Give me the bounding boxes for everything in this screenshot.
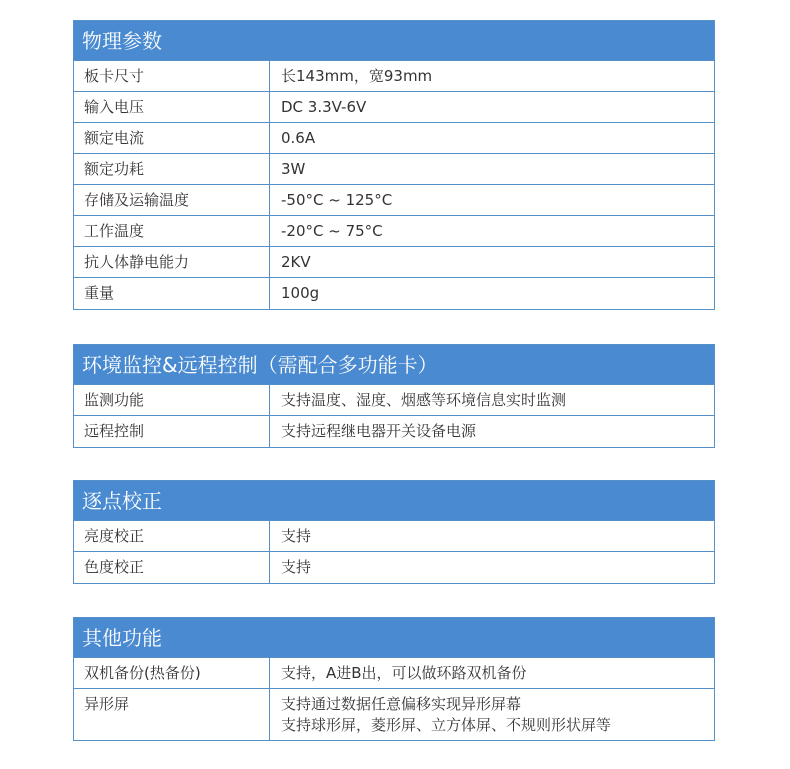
spec-value-line: 支持通过数据任意偏移实现异形屏幕 (281, 695, 522, 713)
table-row (74, 416, 714, 447)
spec-label: 工作温度 (74, 216, 270, 246)
spec-value-line: 100g (281, 284, 320, 302)
spec-label: 重量 (74, 278, 270, 309)
spec-section-point-correction (73, 480, 715, 584)
spec-label: 额定电流 (74, 123, 270, 153)
table-row (74, 521, 714, 552)
spec-value (270, 385, 714, 415)
spec-value-line: 支持远程继电器开关设备电源 (281, 422, 477, 440)
spec-value (270, 552, 714, 583)
spec-value (270, 247, 714, 277)
spec-value-line: 2KV (281, 253, 311, 271)
spec-value-line: 支持 (281, 527, 312, 545)
table-row (74, 154, 714, 185)
spec-value (270, 61, 714, 91)
spec-label: 色度校正 (74, 552, 270, 583)
table-row (74, 185, 714, 216)
spec-value (270, 123, 714, 153)
table-row (74, 123, 714, 154)
spec-value (270, 216, 714, 246)
spec-value (270, 658, 714, 688)
spec-value (270, 154, 714, 184)
spec-value-line: 3W (281, 160, 306, 178)
table-row (74, 658, 714, 689)
table-row (74, 278, 714, 309)
spec-value-line: 支持温度、湿度、烟感等环境信息实时监测 (281, 391, 567, 409)
spec-section-other-functions (73, 617, 715, 741)
table-row (74, 216, 714, 247)
spec-label: 输入电压 (74, 92, 270, 122)
spec-value-line: 0.6A (281, 129, 316, 147)
section-title: 环境监控&远程控制（需配合多功能卡） (74, 345, 714, 385)
spec-value (270, 689, 714, 740)
table-row (74, 247, 714, 278)
spec-label: 存储及运输温度 (74, 185, 270, 215)
spec-value-line: 支持球形屏，菱形屏、立方体屏、不规则形状屏等 (281, 716, 612, 734)
spec-value-line: 长143mm，宽93mm (281, 67, 433, 85)
spec-value (270, 278, 714, 309)
table-row (74, 92, 714, 123)
spec-label: 亮度校正 (74, 521, 270, 551)
spec-label: 抗人体静电能力 (74, 247, 270, 277)
spec-label: 异形屏 (74, 689, 270, 740)
spec-label: 板卡尺寸 (74, 61, 270, 91)
table-row (74, 61, 714, 92)
spec-value (270, 416, 714, 447)
spec-label: 双机备份(热备份) (74, 658, 270, 688)
spec-value-line: 支持，A进B出，可以做环路双机备份 (281, 664, 527, 682)
spec-section-physical (73, 20, 715, 310)
spec-value-line: -50°C ~ 125°C (281, 191, 393, 209)
table-row (74, 689, 714, 740)
spec-label: 额定功耗 (74, 154, 270, 184)
section-title: 其他功能 (74, 618, 714, 658)
section-title: 物理参数 (74, 21, 714, 61)
spec-label: 监测功能 (74, 385, 270, 415)
spec-value-line: DC 3.3V-6V (281, 98, 367, 116)
spec-value-line: -20°C ~ 75°C (281, 222, 383, 240)
spec-value (270, 185, 714, 215)
spec-value (270, 92, 714, 122)
table-row (74, 552, 714, 583)
spec-value (270, 521, 714, 551)
table-row (74, 385, 714, 416)
section-title: 逐点校正 (74, 481, 714, 521)
spec-section-environment-remote (73, 344, 715, 448)
spec-label: 远程控制 (74, 416, 270, 447)
spec-value-line: 支持 (281, 558, 312, 576)
